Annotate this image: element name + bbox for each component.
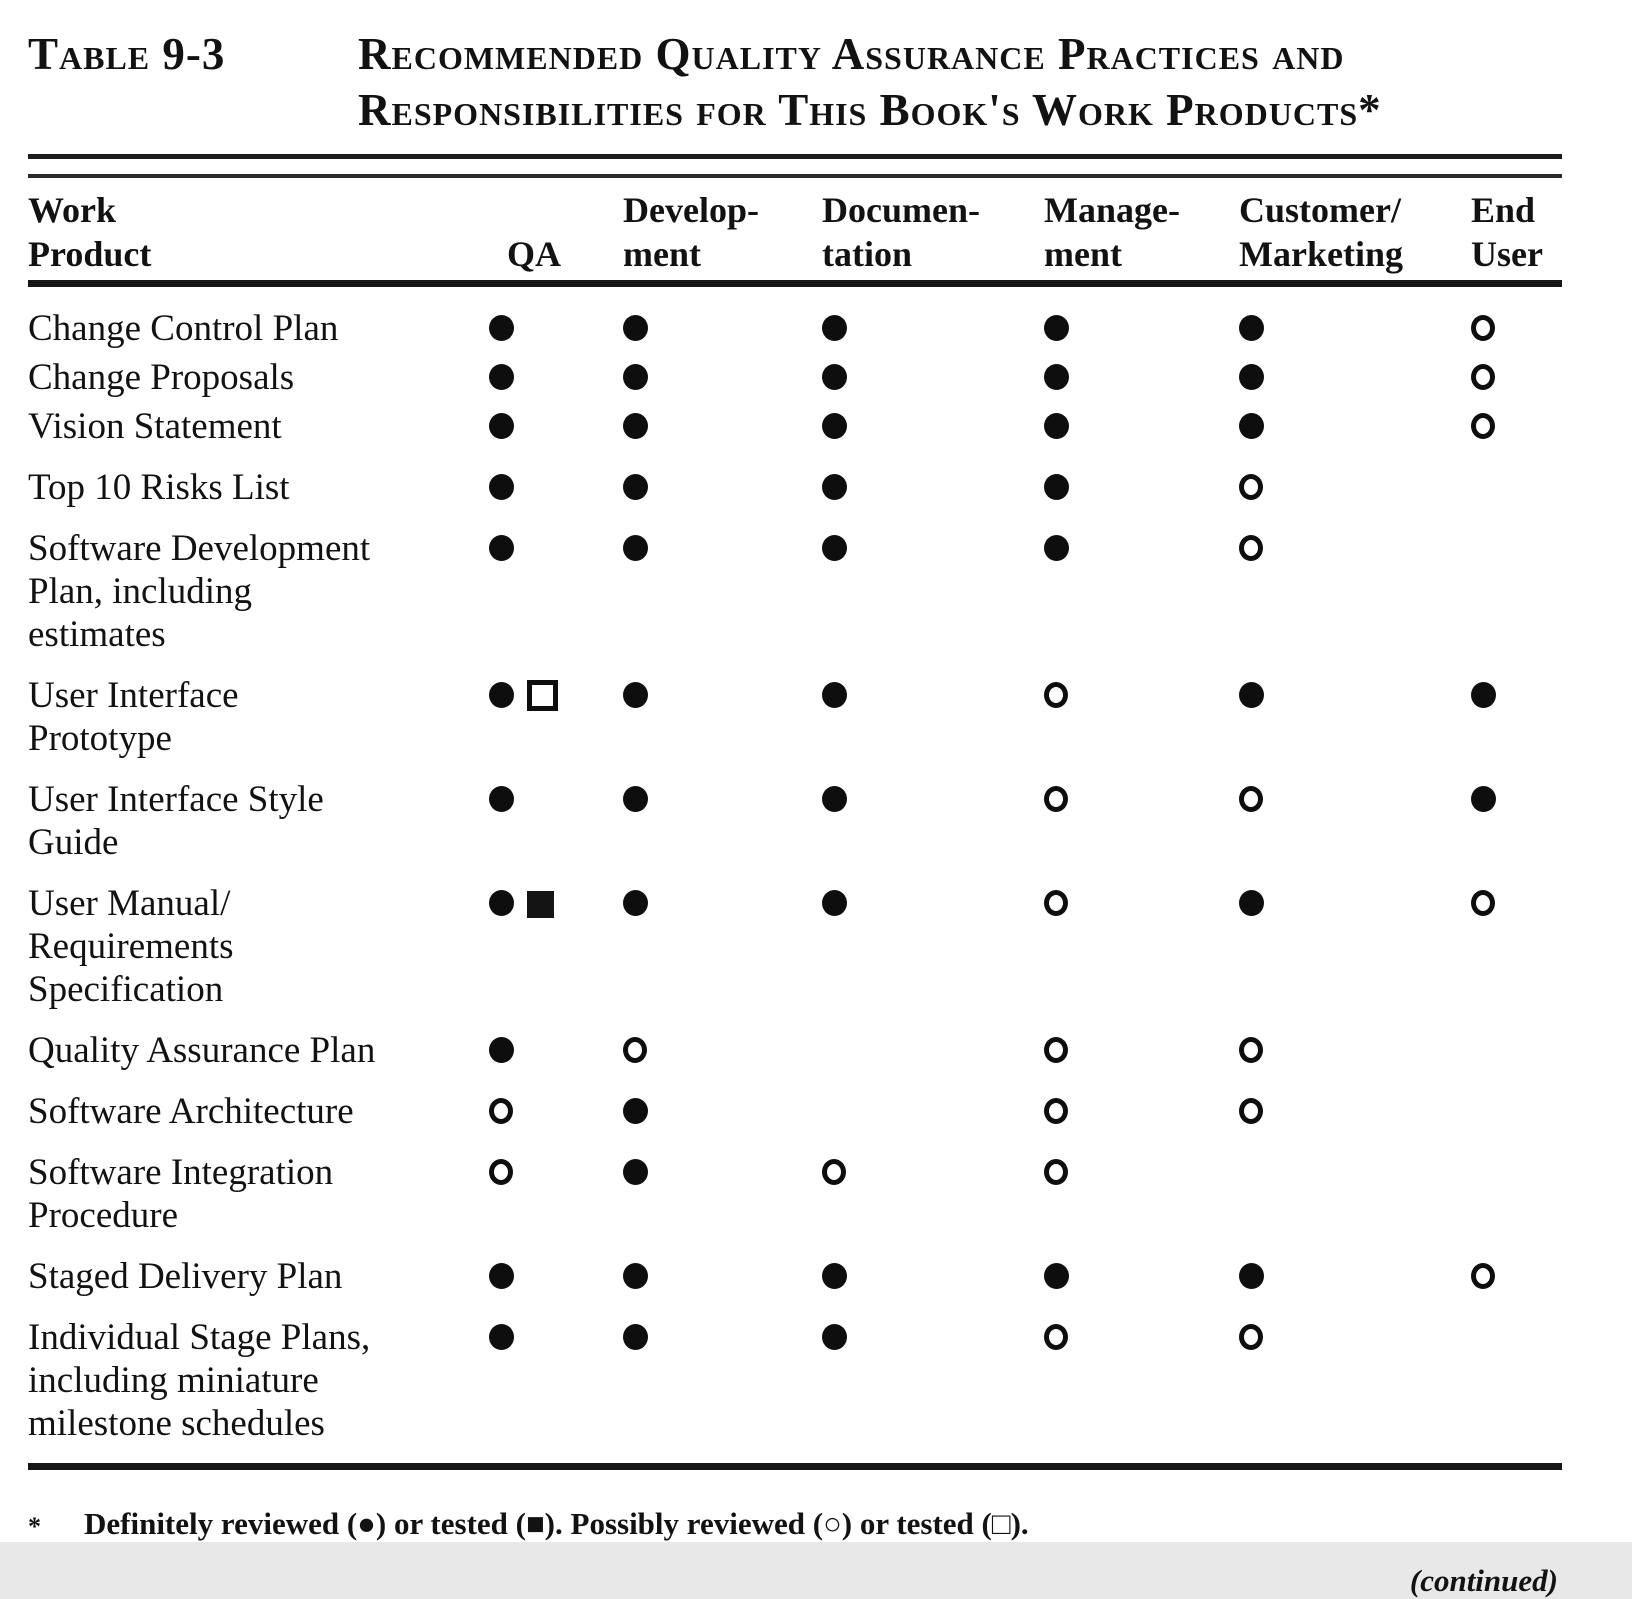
column-header-development xyxy=(610,188,810,276)
column-header-line: Develop- xyxy=(623,190,759,230)
marker-cell-documentation xyxy=(810,1316,1030,1445)
filled-circle-icon xyxy=(489,315,514,341)
open-circle-icon xyxy=(1239,1037,1263,1063)
work-product-label xyxy=(28,466,455,509)
open-circle-icon xyxy=(1471,315,1495,341)
marker-cell-management xyxy=(1030,778,1225,864)
filled-circle-icon xyxy=(623,682,648,708)
open-circle-icon xyxy=(489,1098,513,1124)
work-product-line: Change Proposals xyxy=(28,357,295,398)
marker-cell-end-user xyxy=(1460,1151,1562,1237)
marker-cell-end-user xyxy=(1460,405,1562,448)
filled-circle-icon xyxy=(1471,682,1496,708)
column-header-row xyxy=(28,188,1562,276)
table-title-line-2: Responsibilities for This Book's Work Products* xyxy=(358,85,1382,135)
filled-circle-icon xyxy=(489,413,514,439)
marker-cell-qa xyxy=(455,307,610,350)
table-row xyxy=(28,778,1562,864)
filled-circle-icon xyxy=(489,682,514,708)
work-product-line: Specification xyxy=(28,969,224,1010)
filled-circle-icon xyxy=(822,474,847,500)
filled-circle-icon xyxy=(822,1263,847,1289)
work-product-line: Software Integration xyxy=(28,1152,334,1193)
column-header-line xyxy=(507,188,610,232)
filled-circle-icon xyxy=(1239,890,1264,916)
marker-cell-management xyxy=(1030,405,1225,448)
marker-cell-end-user xyxy=(1460,778,1562,864)
table-title-line-1: Recommended Quality Assurance Practices and xyxy=(358,29,1345,79)
marker-cell-documentation xyxy=(810,882,1030,1011)
marker-cell-qa xyxy=(455,527,610,656)
marker-cell-development xyxy=(610,1029,810,1072)
marker-cell-development xyxy=(610,1255,810,1298)
filled-circle-icon xyxy=(623,1159,648,1185)
table-row xyxy=(28,527,1562,656)
marker-cell-management xyxy=(1030,307,1225,350)
work-product-label xyxy=(28,307,455,350)
filled-circle-icon xyxy=(1239,315,1264,341)
open-circle-icon xyxy=(1044,890,1068,916)
column-header-management xyxy=(1030,188,1225,276)
column-header-line: Marketing xyxy=(1239,234,1403,274)
marker-cell-documentation xyxy=(810,307,1030,350)
marker-cell-management xyxy=(1030,1090,1225,1133)
filled-circle-icon xyxy=(1044,364,1069,390)
top-double-rule xyxy=(28,154,1562,178)
marker-cell-end-user xyxy=(1460,307,1562,350)
column-header-line: Work xyxy=(28,190,117,230)
filled-circle-icon xyxy=(623,1263,648,1289)
filled-circle-icon xyxy=(489,474,514,500)
marker-cell-management xyxy=(1030,674,1225,760)
marker-cell-customer-marketing xyxy=(1225,778,1460,864)
filled-circle-icon xyxy=(1044,315,1069,341)
filled-circle-icon xyxy=(1044,413,1069,439)
marker-cell-development xyxy=(610,307,810,350)
table-row xyxy=(28,405,1562,448)
work-product-label xyxy=(28,1151,455,1237)
marker-cell-qa xyxy=(455,778,610,864)
marker-cell-management xyxy=(1030,1255,1225,1298)
marker-cell-end-user xyxy=(1460,356,1562,399)
marker-cell-customer-marketing xyxy=(1225,1255,1460,1298)
marker-cell-documentation xyxy=(810,778,1030,864)
marker-cell-documentation xyxy=(810,527,1030,656)
filled-circle-icon xyxy=(489,786,514,812)
marker-cell-qa xyxy=(455,1090,610,1133)
filled-square-icon xyxy=(527,891,554,918)
table-row xyxy=(28,1090,1562,1133)
marker-cell-end-user xyxy=(1460,1029,1562,1072)
marker-cell-qa xyxy=(455,466,610,509)
marker-cell-management xyxy=(1030,1316,1225,1445)
marker-cell-qa xyxy=(455,1316,610,1445)
marker-cell-documentation xyxy=(810,1090,1030,1133)
work-product-line: User Interface xyxy=(28,675,239,716)
filled-circle-icon xyxy=(623,535,648,561)
filled-circle-icon xyxy=(489,364,514,390)
column-header-qa xyxy=(455,188,610,276)
column-header-work-product xyxy=(28,188,455,276)
column-header-line: QA xyxy=(507,234,561,274)
footnote-text: Definitely reviewed (●) or tested (■). Possibly reviewed (○) or tested (□). xyxy=(84,1506,1029,1541)
work-product-line: Guide xyxy=(28,822,119,863)
marker-cell-customer-marketing xyxy=(1225,1316,1460,1445)
work-product-line: Prototype xyxy=(28,718,172,759)
open-circle-icon xyxy=(1239,786,1263,812)
marker-cell-documentation xyxy=(810,1029,1030,1072)
marker-cell-customer-marketing xyxy=(1225,882,1460,1011)
open-circle-icon xyxy=(1044,1159,1068,1185)
marker-cell-development xyxy=(610,882,810,1011)
work-product-label xyxy=(28,674,455,760)
filled-circle-icon xyxy=(489,1037,514,1063)
open-circle-icon xyxy=(1471,413,1495,439)
work-product-line: Staged Delivery Plan xyxy=(28,1256,343,1297)
work-product-line: Software Architecture xyxy=(28,1091,354,1132)
table-row xyxy=(28,1316,1562,1445)
marker-cell-end-user xyxy=(1460,882,1562,1011)
open-circle-icon xyxy=(1044,1324,1068,1350)
filled-circle-icon xyxy=(1044,535,1069,561)
table-row xyxy=(28,356,1562,399)
marker-cell-development xyxy=(610,527,810,656)
work-product-line: Change Control Plan xyxy=(28,308,339,349)
open-circle-icon xyxy=(489,1159,513,1185)
marker-cell-qa xyxy=(455,1151,610,1237)
filled-circle-icon xyxy=(623,315,648,341)
table-row xyxy=(28,882,1562,1011)
open-circle-icon xyxy=(1239,1098,1263,1124)
marker-cell-development xyxy=(610,1090,810,1133)
marker-cell-qa xyxy=(455,356,610,399)
marker-cell-customer-marketing xyxy=(1225,1029,1460,1072)
filled-circle-icon xyxy=(822,682,847,708)
open-circle-icon xyxy=(1044,1037,1068,1063)
filled-circle-icon xyxy=(822,786,847,812)
marker-cell-customer-marketing xyxy=(1225,405,1460,448)
work-product-line: milestone schedules xyxy=(28,1403,325,1444)
filled-circle-icon xyxy=(1239,364,1264,390)
work-product-label xyxy=(28,1316,455,1445)
marker-cell-qa xyxy=(455,405,610,448)
marker-cell-documentation xyxy=(810,405,1030,448)
marker-cell-development xyxy=(610,356,810,399)
marker-cell-documentation xyxy=(810,356,1030,399)
table-row xyxy=(28,1255,1562,1298)
work-product-label xyxy=(28,1255,455,1298)
filled-circle-icon xyxy=(623,413,648,439)
marker-cell-management xyxy=(1030,1029,1225,1072)
footnote-asterisk: * xyxy=(28,1512,41,1541)
filled-circle-icon xyxy=(489,535,514,561)
marker-cell-documentation xyxy=(810,466,1030,509)
work-product-line: User Interface Style xyxy=(28,779,324,820)
marker-cell-development xyxy=(610,1151,810,1237)
work-product-line: Requirements xyxy=(28,926,234,967)
filled-circle-icon xyxy=(489,1263,514,1289)
marker-cell-qa xyxy=(455,882,610,1011)
filled-circle-icon xyxy=(1239,682,1264,708)
header-divider-rule xyxy=(28,280,1562,287)
filled-circle-icon xyxy=(1239,413,1264,439)
marker-cell-development xyxy=(610,778,810,864)
work-product-label xyxy=(28,527,455,656)
open-circle-icon xyxy=(1471,890,1495,916)
open-circle-icon xyxy=(1239,474,1263,500)
marker-cell-qa xyxy=(455,1255,610,1298)
column-header-line: End xyxy=(1471,190,1536,230)
marker-cell-customer-marketing xyxy=(1225,1151,1460,1237)
column-header-line: Product xyxy=(28,234,152,274)
work-product-line: estimates xyxy=(28,614,166,655)
open-square-icon xyxy=(527,680,558,711)
filled-circle-icon xyxy=(623,1098,648,1124)
filled-circle-icon xyxy=(822,315,847,341)
table-body xyxy=(28,307,1562,1445)
open-circle-icon xyxy=(1471,1263,1495,1289)
column-header-line: Documen- xyxy=(822,190,980,230)
marker-cell-management xyxy=(1030,466,1225,509)
marker-cell-development xyxy=(610,1316,810,1445)
marker-cell-customer-marketing xyxy=(1225,674,1460,760)
filled-circle-icon xyxy=(623,1324,648,1350)
marker-cell-documentation xyxy=(810,1151,1030,1237)
column-header-end-user xyxy=(1460,188,1562,276)
marker-cell-management xyxy=(1030,356,1225,399)
filled-circle-icon xyxy=(623,786,648,812)
table-number-label: Table 9-3 xyxy=(28,29,226,79)
footnote xyxy=(28,1504,1562,1547)
marker-cell-end-user xyxy=(1460,527,1562,656)
filled-circle-icon xyxy=(623,474,648,500)
work-product-line: Vision Statement xyxy=(28,406,282,447)
table-title-block xyxy=(28,26,1562,138)
marker-cell-customer-marketing xyxy=(1225,466,1460,509)
filled-circle-icon xyxy=(822,890,847,916)
column-header-line: Customer/ xyxy=(1239,190,1401,230)
work-product-line: Procedure xyxy=(28,1195,178,1236)
filled-circle-icon xyxy=(822,364,847,390)
filled-circle-icon xyxy=(1044,1263,1069,1289)
work-product-line: Quality Assurance Plan xyxy=(28,1030,376,1071)
continued-note: (continued) xyxy=(1409,1563,1558,1598)
marker-cell-management xyxy=(1030,527,1225,656)
work-product-label xyxy=(28,356,455,399)
marker-cell-qa xyxy=(455,1029,610,1072)
open-circle-icon xyxy=(1239,535,1263,561)
open-circle-icon xyxy=(1044,682,1068,708)
column-header-line: tation xyxy=(822,234,912,274)
marker-cell-management xyxy=(1030,882,1225,1011)
marker-cell-development xyxy=(610,466,810,509)
column-header-line: User xyxy=(1471,234,1543,274)
work-product-line: Individual Stage Plans, xyxy=(28,1317,371,1358)
work-product-label xyxy=(28,882,455,1011)
marker-cell-end-user xyxy=(1460,1316,1562,1445)
open-circle-icon xyxy=(623,1037,647,1063)
filled-circle-icon xyxy=(489,1324,514,1350)
filled-circle-icon xyxy=(1239,1263,1264,1289)
table-title xyxy=(358,26,1562,138)
filled-circle-icon xyxy=(623,890,648,916)
open-circle-icon xyxy=(1044,1098,1068,1124)
work-product-line: including miniature xyxy=(28,1360,319,1401)
marker-cell-customer-marketing xyxy=(1225,307,1460,350)
marker-cell-development xyxy=(610,674,810,760)
work-product-line: Software Development xyxy=(28,528,371,569)
work-product-line: Top 10 Risks List xyxy=(28,467,290,508)
marker-cell-end-user xyxy=(1460,1090,1562,1133)
marker-cell-management xyxy=(1030,1151,1225,1237)
filled-circle-icon xyxy=(1044,474,1069,500)
marker-cell-qa xyxy=(455,674,610,760)
table-row xyxy=(28,307,1562,350)
marker-cell-documentation xyxy=(810,674,1030,760)
work-product-label xyxy=(28,1029,455,1072)
table-row xyxy=(28,466,1562,509)
marker-cell-end-user xyxy=(1460,674,1562,760)
marker-cell-documentation xyxy=(810,1255,1030,1298)
table-row xyxy=(28,1151,1562,1237)
column-header-line: ment xyxy=(1044,234,1122,274)
open-circle-icon xyxy=(1471,364,1495,390)
open-circle-icon xyxy=(822,1159,846,1185)
column-header-documentation xyxy=(810,188,1030,276)
table-row xyxy=(28,1029,1562,1072)
work-product-line: Plan, including xyxy=(28,571,253,612)
filled-circle-icon xyxy=(822,413,847,439)
open-circle-icon xyxy=(1239,1324,1263,1350)
column-header-customer-marketing xyxy=(1225,188,1460,276)
work-product-label xyxy=(28,778,455,864)
table-row xyxy=(28,674,1562,760)
open-circle-icon xyxy=(1044,786,1068,812)
column-header-line: ment xyxy=(623,234,701,274)
work-product-line: User Manual/ xyxy=(28,883,231,924)
marker-cell-end-user xyxy=(1460,466,1562,509)
filled-circle-icon xyxy=(489,890,514,916)
bottom-rule xyxy=(28,1463,1562,1470)
marker-cell-customer-marketing xyxy=(1225,527,1460,656)
marker-cell-development xyxy=(610,405,810,448)
filled-circle-icon xyxy=(1471,786,1496,812)
filled-circle-icon xyxy=(623,364,648,390)
marker-cell-customer-marketing xyxy=(1225,1090,1460,1133)
marker-cell-customer-marketing xyxy=(1225,356,1460,399)
column-header-line: Manage- xyxy=(1044,190,1180,230)
marker-cell-end-user xyxy=(1460,1255,1562,1298)
filled-circle-icon xyxy=(822,535,847,561)
work-product-label xyxy=(28,405,455,448)
filled-circle-icon xyxy=(822,1324,847,1350)
work-product-label xyxy=(28,1090,455,1133)
